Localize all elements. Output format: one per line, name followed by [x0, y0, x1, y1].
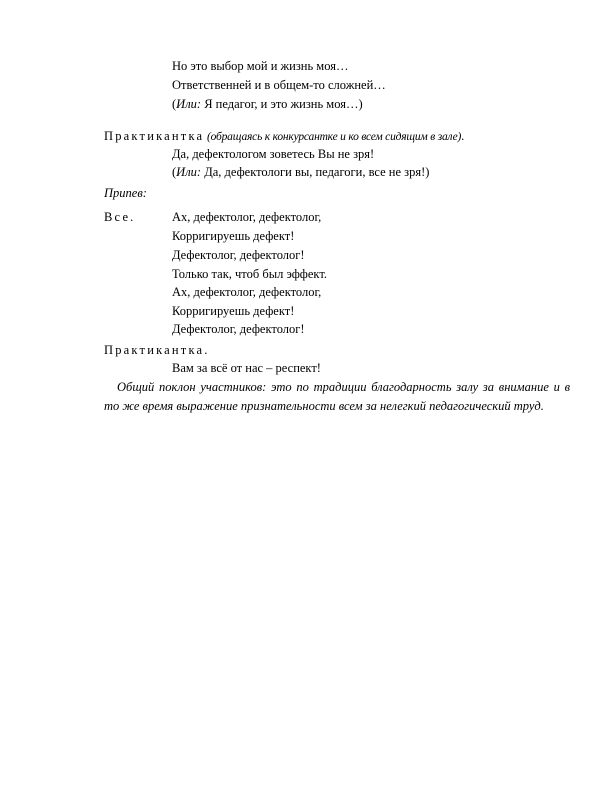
stanza-line: Да, дефектологом зоветесь Вы не зря!: [172, 147, 375, 161]
speaker-name: Практикантка: [104, 129, 205, 143]
stage-direction: (обращаясь к конкурсантке и ко всем сидящим в зале): [204, 131, 462, 143]
chorus-line: Корригируешь дефект!: [172, 304, 295, 318]
chorus-label: Припев:: [104, 186, 147, 200]
alternative-line: [172, 95, 363, 114]
alt-paren: (: [172, 165, 177, 179]
chorus-line: Корригируешь дефект!: [172, 229, 295, 243]
alt-text: Я педагог, и это жизнь моя…): [201, 97, 363, 111]
alt-label: Или:: [176, 97, 202, 111]
closing-text: Общий поклон участников: это по традиции благодарность залу за внимание и в то же время выражение признательности всем за нелегкий педагогический труд.: [104, 380, 570, 413]
speaker-name: Практикантка.: [104, 343, 210, 357]
alt-paren: (: [172, 97, 177, 111]
speaker-name: Все.: [104, 210, 136, 224]
alt-label: Или:: [176, 165, 202, 179]
stanza-line: Ответственней и в общем-то сложней…: [172, 78, 386, 92]
stanza-line: Вам за всё от нас – респект!: [172, 361, 321, 375]
stanza-line: Но это выбор мой и жизнь моя…: [172, 59, 349, 73]
chorus-line: Ах, дефектолог, дефектолог,: [172, 210, 322, 224]
speaker-line: [104, 127, 464, 147]
chorus-line: Ах, дефектолог, дефектолог,: [172, 285, 322, 299]
speaker-end: .: [461, 129, 465, 143]
chorus-line: Дефектолог, дефектолог!: [172, 248, 305, 262]
chorus-line: Дефектолог, дефектолог!: [172, 322, 305, 336]
chorus-line: Только так, чтоб был эффект.: [172, 267, 327, 281]
alt-text: Да, дефектологи вы, педагоги, все не зря!): [201, 165, 430, 179]
alternative-line: [172, 163, 429, 182]
closing-stage-direction: [104, 378, 570, 415]
